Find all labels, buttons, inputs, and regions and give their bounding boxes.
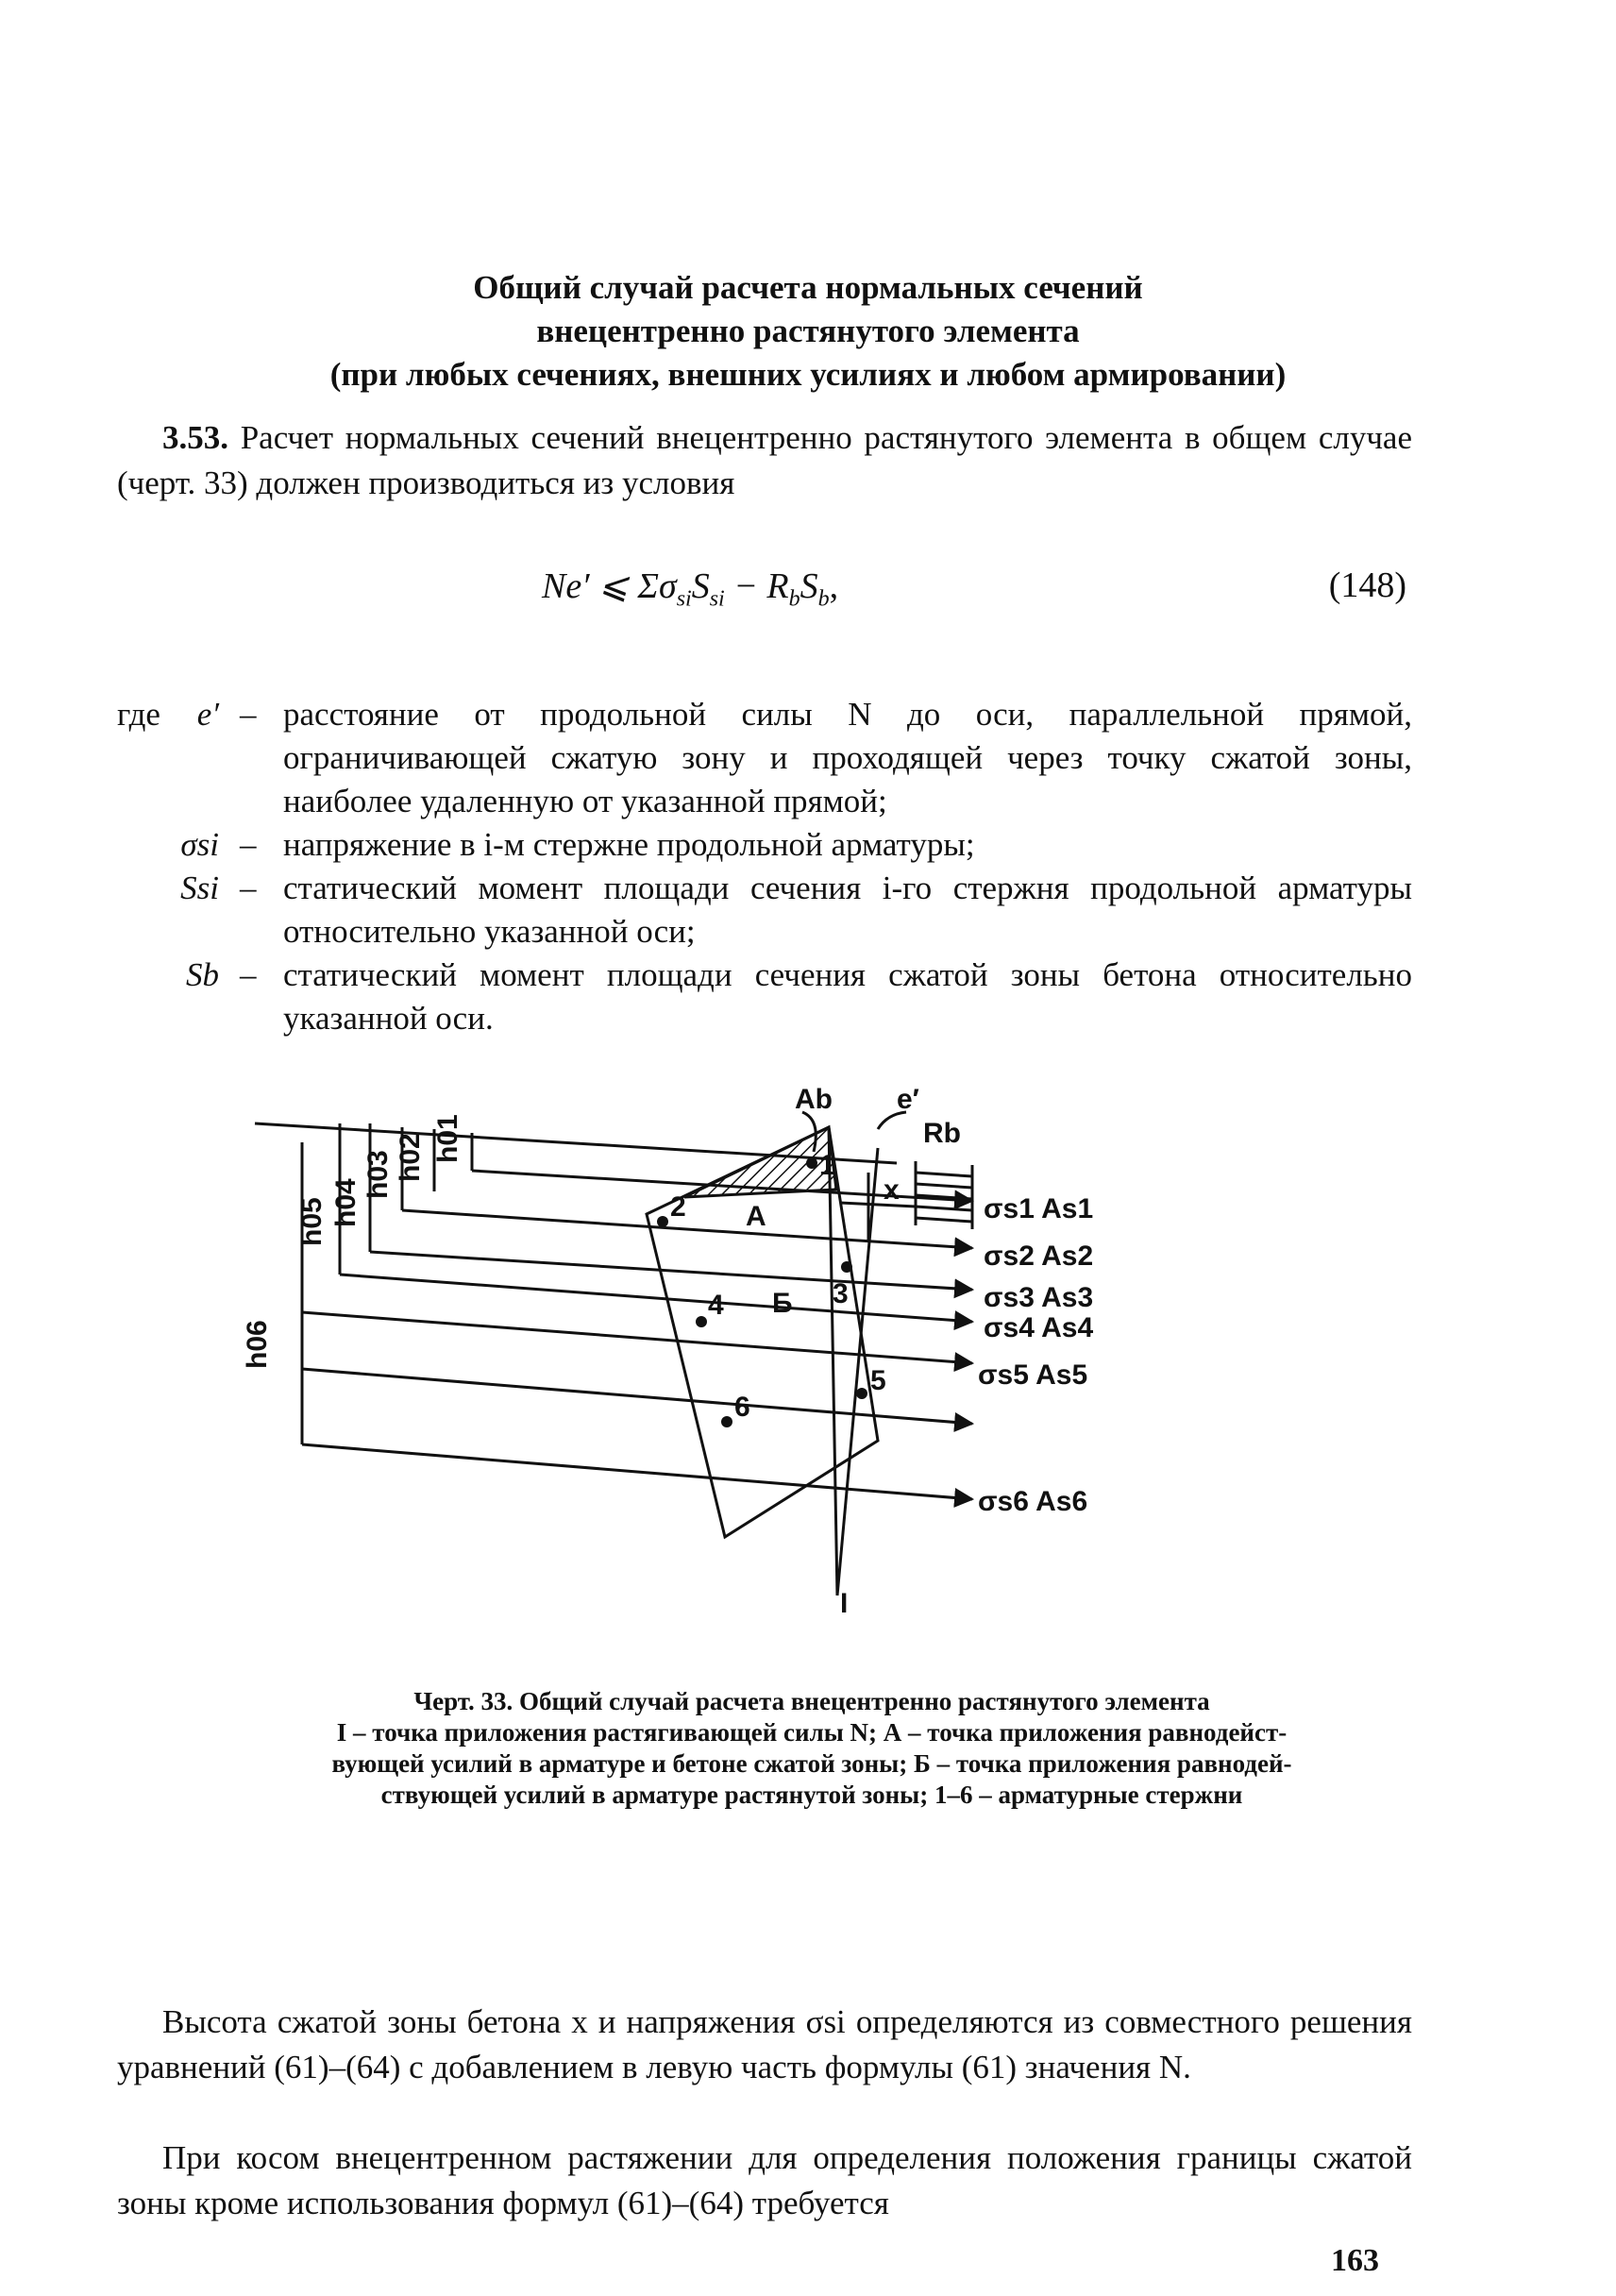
label-bar-6: 6 xyxy=(734,1392,750,1423)
section-heading xyxy=(0,266,1616,397)
label-force-4: σs4 As4 xyxy=(984,1312,1094,1343)
caption-line-4: ствующей усилий в арматуре растянутой зоны; 1–6 – арматурные стержни xyxy=(380,1781,1243,1809)
label-h01: h01 xyxy=(432,1114,463,1163)
figure-33-drawing xyxy=(242,1084,1218,1619)
label-x: x xyxy=(884,1174,900,1206)
definition-text: напряжение в i-м стержне продольной арматуры; xyxy=(283,826,975,863)
label-e-prime: e′ xyxy=(897,1084,919,1115)
label-point-i: I xyxy=(840,1588,849,1619)
label-force-5: σs5 As5 xyxy=(978,1359,1088,1391)
heading-line-3: (при любых сечениях, внешних усилиях и любом армировании) xyxy=(329,356,1287,393)
label-force-3: σs3 As3 xyxy=(984,1282,1094,1313)
formula-expression: Ne′ ⩽ $\Sigma\sigma_{si}S_{si} - R_bS_b$, xyxy=(542,566,839,612)
definition-symbol: e′ xyxy=(196,696,219,733)
label-h05: h05 xyxy=(296,1197,328,1246)
definition-dash: – xyxy=(240,826,257,863)
label-bar-3: 3 xyxy=(833,1278,849,1309)
label-bar-1: 1 xyxy=(819,1150,835,1181)
label-ab: Ab xyxy=(795,1084,833,1115)
paragraph-compressed-zone: Высота сжатой зоны бетона x и напряжения σsi определяются из совместного решения уравнений (61)–(64) с добавлением в левую часть формулы (61) значения N. xyxy=(117,2003,1412,2085)
label-force-6: σs6 As6 xyxy=(978,1486,1088,1517)
label-h06: h06 xyxy=(242,1320,273,1369)
page-number: 163 xyxy=(1331,2243,1379,2278)
label-point-b: Б xyxy=(772,1288,793,1319)
label-force-1: σs1 As1 xyxy=(984,1193,1094,1224)
label-bar-2: 2 xyxy=(670,1191,686,1223)
label-h02: h02 xyxy=(395,1133,426,1182)
definition-symbol: σsi xyxy=(180,826,219,863)
paragraph-text: Расчет нормальных сечений внецентренно растянутого элемента в общем случае (черт. 33) должен производиться из условия xyxy=(117,419,1413,501)
where-label: где xyxy=(117,696,160,733)
definition-dash: – xyxy=(240,696,257,733)
bar-3-dot xyxy=(841,1261,852,1273)
label-bar-4: 4 xyxy=(708,1290,724,1321)
figure-33 xyxy=(242,1084,1218,1619)
label-rb: Rb xyxy=(923,1118,961,1149)
figure-caption xyxy=(208,1686,1416,1811)
bar-6-dot xyxy=(721,1416,732,1427)
definition-symbol: Sb xyxy=(186,956,219,993)
bar-1-dot xyxy=(806,1157,817,1169)
paragraph-number: 3.53. xyxy=(162,419,228,456)
definition-text: статический момент площади сечения сжатой зоны бетона относительно указанной оси. xyxy=(283,956,1412,1037)
bar-5-dot xyxy=(856,1388,867,1399)
definition-text: расстояние от продольной силы N до оси, параллельной прямой, ограничивающей сжатую зону и проходящей через точку сжатой зоны, наиболее удаленную от указанной прямой; xyxy=(283,696,1412,819)
definition-dash: – xyxy=(240,869,257,906)
bar-2-dot xyxy=(657,1216,668,1227)
definition-text: статический момент площади сечения i-го стержня продольной арматуры относительно указанной оси; xyxy=(283,869,1412,950)
caption-line-2: I – точка приложения растягивающей силы N; А – точка приложения равнодейст- xyxy=(336,1718,1288,1747)
heading-line-2: внецентренно растянутого элемента xyxy=(536,312,1080,349)
label-h03: h03 xyxy=(362,1150,394,1199)
formula-148 xyxy=(0,565,1616,621)
definition-dash: – xyxy=(240,956,257,993)
formula-number: (148) xyxy=(1328,566,1406,605)
paragraph-oblique-tension: При косом внецентренном растяжении для определения положения границы сжатой зоны кроме использования формул (61)–(64) требуется xyxy=(117,2139,1412,2221)
caption-title: Черт. 33. Общий случай расчета внецентренно растянутого элемента xyxy=(413,1687,1210,1715)
definition-symbol: Ssi xyxy=(180,869,219,906)
heading-line-1: Общий случай расчета нормальных сечений xyxy=(473,269,1143,306)
label-force-2: σs2 As2 xyxy=(984,1241,1094,1272)
caption-line-3: вующей усилий в арматуре и бетоне сжатой зоны; Б – точка приложения равнодей- xyxy=(331,1749,1292,1778)
label-point-a: A xyxy=(746,1201,766,1232)
bar-4-dot xyxy=(696,1316,707,1327)
label-h04: h04 xyxy=(330,1178,362,1227)
label-bar-5: 5 xyxy=(870,1365,886,1396)
paragraph-3-53 xyxy=(117,415,1412,506)
